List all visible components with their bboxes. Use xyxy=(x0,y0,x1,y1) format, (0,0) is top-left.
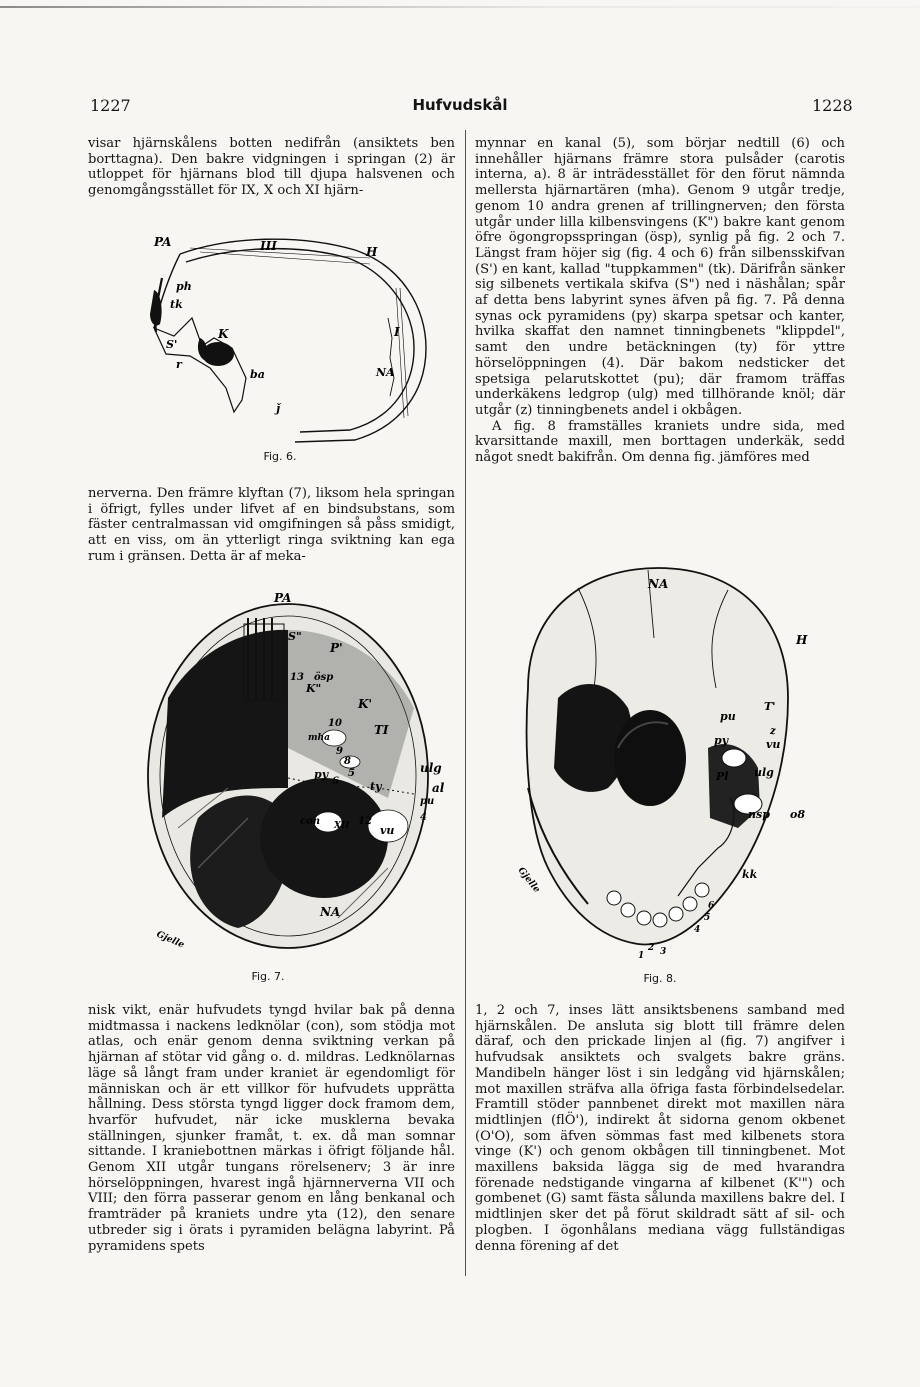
figure-7-skull-base xyxy=(138,588,460,964)
label-fig6: III xyxy=(260,239,277,253)
label-fig8: py xyxy=(714,734,729,747)
label-fig6: ǰ xyxy=(276,402,280,415)
label-fig7: 10 xyxy=(328,718,342,729)
label-fig6: NA xyxy=(376,366,395,379)
col2-top-text xyxy=(475,136,845,466)
page-number-right: 1228 xyxy=(812,96,853,115)
column-rule xyxy=(465,130,466,1276)
label-fig7: K' xyxy=(358,697,373,711)
col1-bottom-text xyxy=(88,1003,455,1254)
label-fig7: XII xyxy=(334,821,350,831)
label-fig8: z xyxy=(770,726,776,737)
label-fig7: 9 xyxy=(336,746,343,757)
label-fig8: T' xyxy=(764,700,776,713)
label-fig7: 12 xyxy=(358,816,372,827)
label-fig6: S' xyxy=(166,338,178,351)
label-fig8: kk xyxy=(742,868,758,881)
paragraph: nerverna. Den främre klyftan (7), liksom hela springan i öfrigt, fylles under lifvet af en bindsubstans, som fäster centralmassan vid omgifningen så påss smidigt, att en viss, om än ytterligt ringa sviktning kan ega rum i gränsen. Detta är af meka- xyxy=(88,486,455,564)
figure-6-skull-section xyxy=(140,228,440,446)
label-fig6: ph xyxy=(176,280,192,293)
running-title: Hufvudskål xyxy=(412,96,508,114)
paragraph: A fig. 8 framställes kraniets undre sida, med kvarsittande maxill, men borttagen underkäk, sedd något snedt bakifrån. Om denna fig. jämföres med xyxy=(475,418,845,466)
label-fig7: Gjelle xyxy=(154,929,186,951)
label-fig7: P' xyxy=(330,641,343,655)
label-fig8: pu xyxy=(720,710,736,723)
label-fig8: vu xyxy=(766,738,781,751)
figure-8-skull-underside xyxy=(498,548,828,966)
col2-bottom-text xyxy=(475,1003,845,1254)
label-fig6: K xyxy=(218,327,229,341)
label-fig8: 3 xyxy=(660,947,667,957)
label-fig7: S" xyxy=(288,630,302,643)
label-fig8: Pl xyxy=(716,770,729,783)
label-fig6: I xyxy=(394,325,400,339)
figure-8-caption: Fig. 8. xyxy=(643,972,677,985)
label-fig8: 6 xyxy=(708,901,715,911)
scan-edge xyxy=(0,6,920,8)
label-fig7: vu xyxy=(380,824,395,837)
label-fig8: 1 xyxy=(638,951,645,961)
label-fig7: 5 xyxy=(348,768,355,779)
label-fig7: NA xyxy=(320,905,341,919)
label-fig8: 5 xyxy=(704,913,711,923)
label-fig7: K" xyxy=(306,682,322,695)
label-fig8: nsp xyxy=(748,808,770,821)
label-fig7: ulg xyxy=(420,761,442,775)
label-fig6: PA xyxy=(154,235,172,249)
label-fig8: 4 xyxy=(694,925,701,935)
label-fig8: NA xyxy=(648,577,669,591)
label-fig6: r xyxy=(176,358,182,371)
label-fig7: 6 xyxy=(332,776,339,787)
label-fig7: 8 xyxy=(344,756,351,767)
label-fig7: ösp xyxy=(314,672,334,683)
label-fig7: al xyxy=(432,781,445,795)
label-fig7: mha xyxy=(308,733,330,743)
col1-top-text xyxy=(88,136,455,199)
figure-7-caption: Fig. 7. xyxy=(251,970,285,983)
label-fig6: H xyxy=(366,245,378,259)
label-fig7: pu xyxy=(420,796,435,807)
paragraph: nisk vikt, enär hufvudets tyngd hvilar bak på denna midtmassa i nackens ledknölar (con), som stödja mot atlas, och enär genom denna sviktning verkan på hjärnan af stötar vid gång o. d. mildras. Ledknölarnas läge så långt fram under kraniet är egendomligt för människan och är ett villkor för hufvudets upprätta hållning. Dess största tyngd ligger dock framom dem, hvarför hufvudet, när icke musklerna bevaka ställningen, sjunker framåt, t. ex. då man somnar sittande. I kraniebottnen märkas i öfrigt följande hål. Genom XII utgår tungans rörelsenerv; 3 är inre hörselöppningen, hvarest ingå hjärnnerverna VII och VIII; den förra passerar genom en lång benkanal och framträder på kraniets undre yta (12), den senare utbreder sig i örats i pyramiden belägna labyrint. På pyramidens spets xyxy=(88,1003,455,1254)
paragraph: visar hjärnskålens botten nedifrån (ansiktets ben borttagna). Den bakre vidgningen i springan (2) är utloppet för hjärnans blod till djupa halsvenen och genomgångsstället för IX, X och XI hjärn- xyxy=(88,136,455,199)
label-fig6: ba xyxy=(250,368,265,381)
paragraph: 1, 2 och 7, inses lätt ansiktsbenens samband med hjärnskålen. De ansluta sig blott till främre delen däraf, och den prickade linjen al (fig. 7) angifver i hufvudsak ansiktets och svalgets bakre gräns. Mandibeln hänger löst i sin ledgång vid hjärnskålen; mot maxillen sträfva alla öfriga fasta förbindelsedelar. Framtill stöder pannbenet direkt mot maxillen nära midtlinjen (flÖ'), indirekt åt sidorna genom okbenet (O'O), som äfven sömmas fast med kilbenets stora vinge (K') och genom okbågen till tinningbenet. Mot maxillens baksida lägga sig de med hvarandra förenade nedstigande vingarna af kilbenet (K'") och gombenet (G) samt fästa sålunda maxillens bakre del. I midtlinjen sker det på förut skildradt sätt af sil- och plogben. I ögonhålans mediana vägg fullständigas denna förening af det xyxy=(475,1003,845,1254)
figure-6-caption: Fig. 6. xyxy=(263,450,297,463)
label-fig7: 13 xyxy=(290,672,304,683)
label-fig7: con xyxy=(300,816,321,827)
label-fig8: H xyxy=(796,633,808,647)
label-fig7: PA xyxy=(274,591,292,605)
label-fig8: ulg xyxy=(754,766,774,779)
col1-mid-text xyxy=(88,486,455,565)
label-fig8: o8 xyxy=(790,808,805,821)
label-fig6: tk xyxy=(170,298,183,311)
paragraph: mynnar en kanal (5), som börjar nedtill (6) och innehåller hjärnans främre stora pulsåder (carotis interna, a). 8 är inträdesstället för den förut nämnda mellersta hjärnartären (mha). Genom 9 utgår tredje, genom 10 andra grenen af trillingnerven; den första utgår under lilla kilbensvingens (K") bakre kant genom öfre ögongropsspringan (ösp), synlig på fig. 2 och 7. Längst fram höjer sig (fig. 4 och 6) från silbensskifvan (S') en kant, kallad "tuppkammen" (tk). Därifrån sänker sig silbenets vertikala skifva (S") ned i näshålan; spår af detta bens labyrint synes äfven på fig. 7. På denna synas ock pyramidens (py) skarpa spetsar och kanter, hvilka skaffat den namnet tinningbenets "klippdel", samt den undre betäckningen (ty) för yttre hörselöppningen (4). Där bakom nedsticker det spetsiga pelarutskottet (pu); där framom träffas underkäkens ledgrop (ulg) med tillhörande knöl; där utgår (z) tinningbenets andel i okbågen. xyxy=(475,136,845,418)
label-fig8: Gjelle xyxy=(515,865,542,895)
label-fig7: ty xyxy=(370,780,382,793)
label-fig8: 2 xyxy=(648,943,655,953)
page-number-left: 1227 xyxy=(90,96,131,115)
label-fig7: py xyxy=(314,768,329,781)
label-fig7: TI xyxy=(374,723,389,737)
label-fig7: 4 xyxy=(420,812,427,823)
